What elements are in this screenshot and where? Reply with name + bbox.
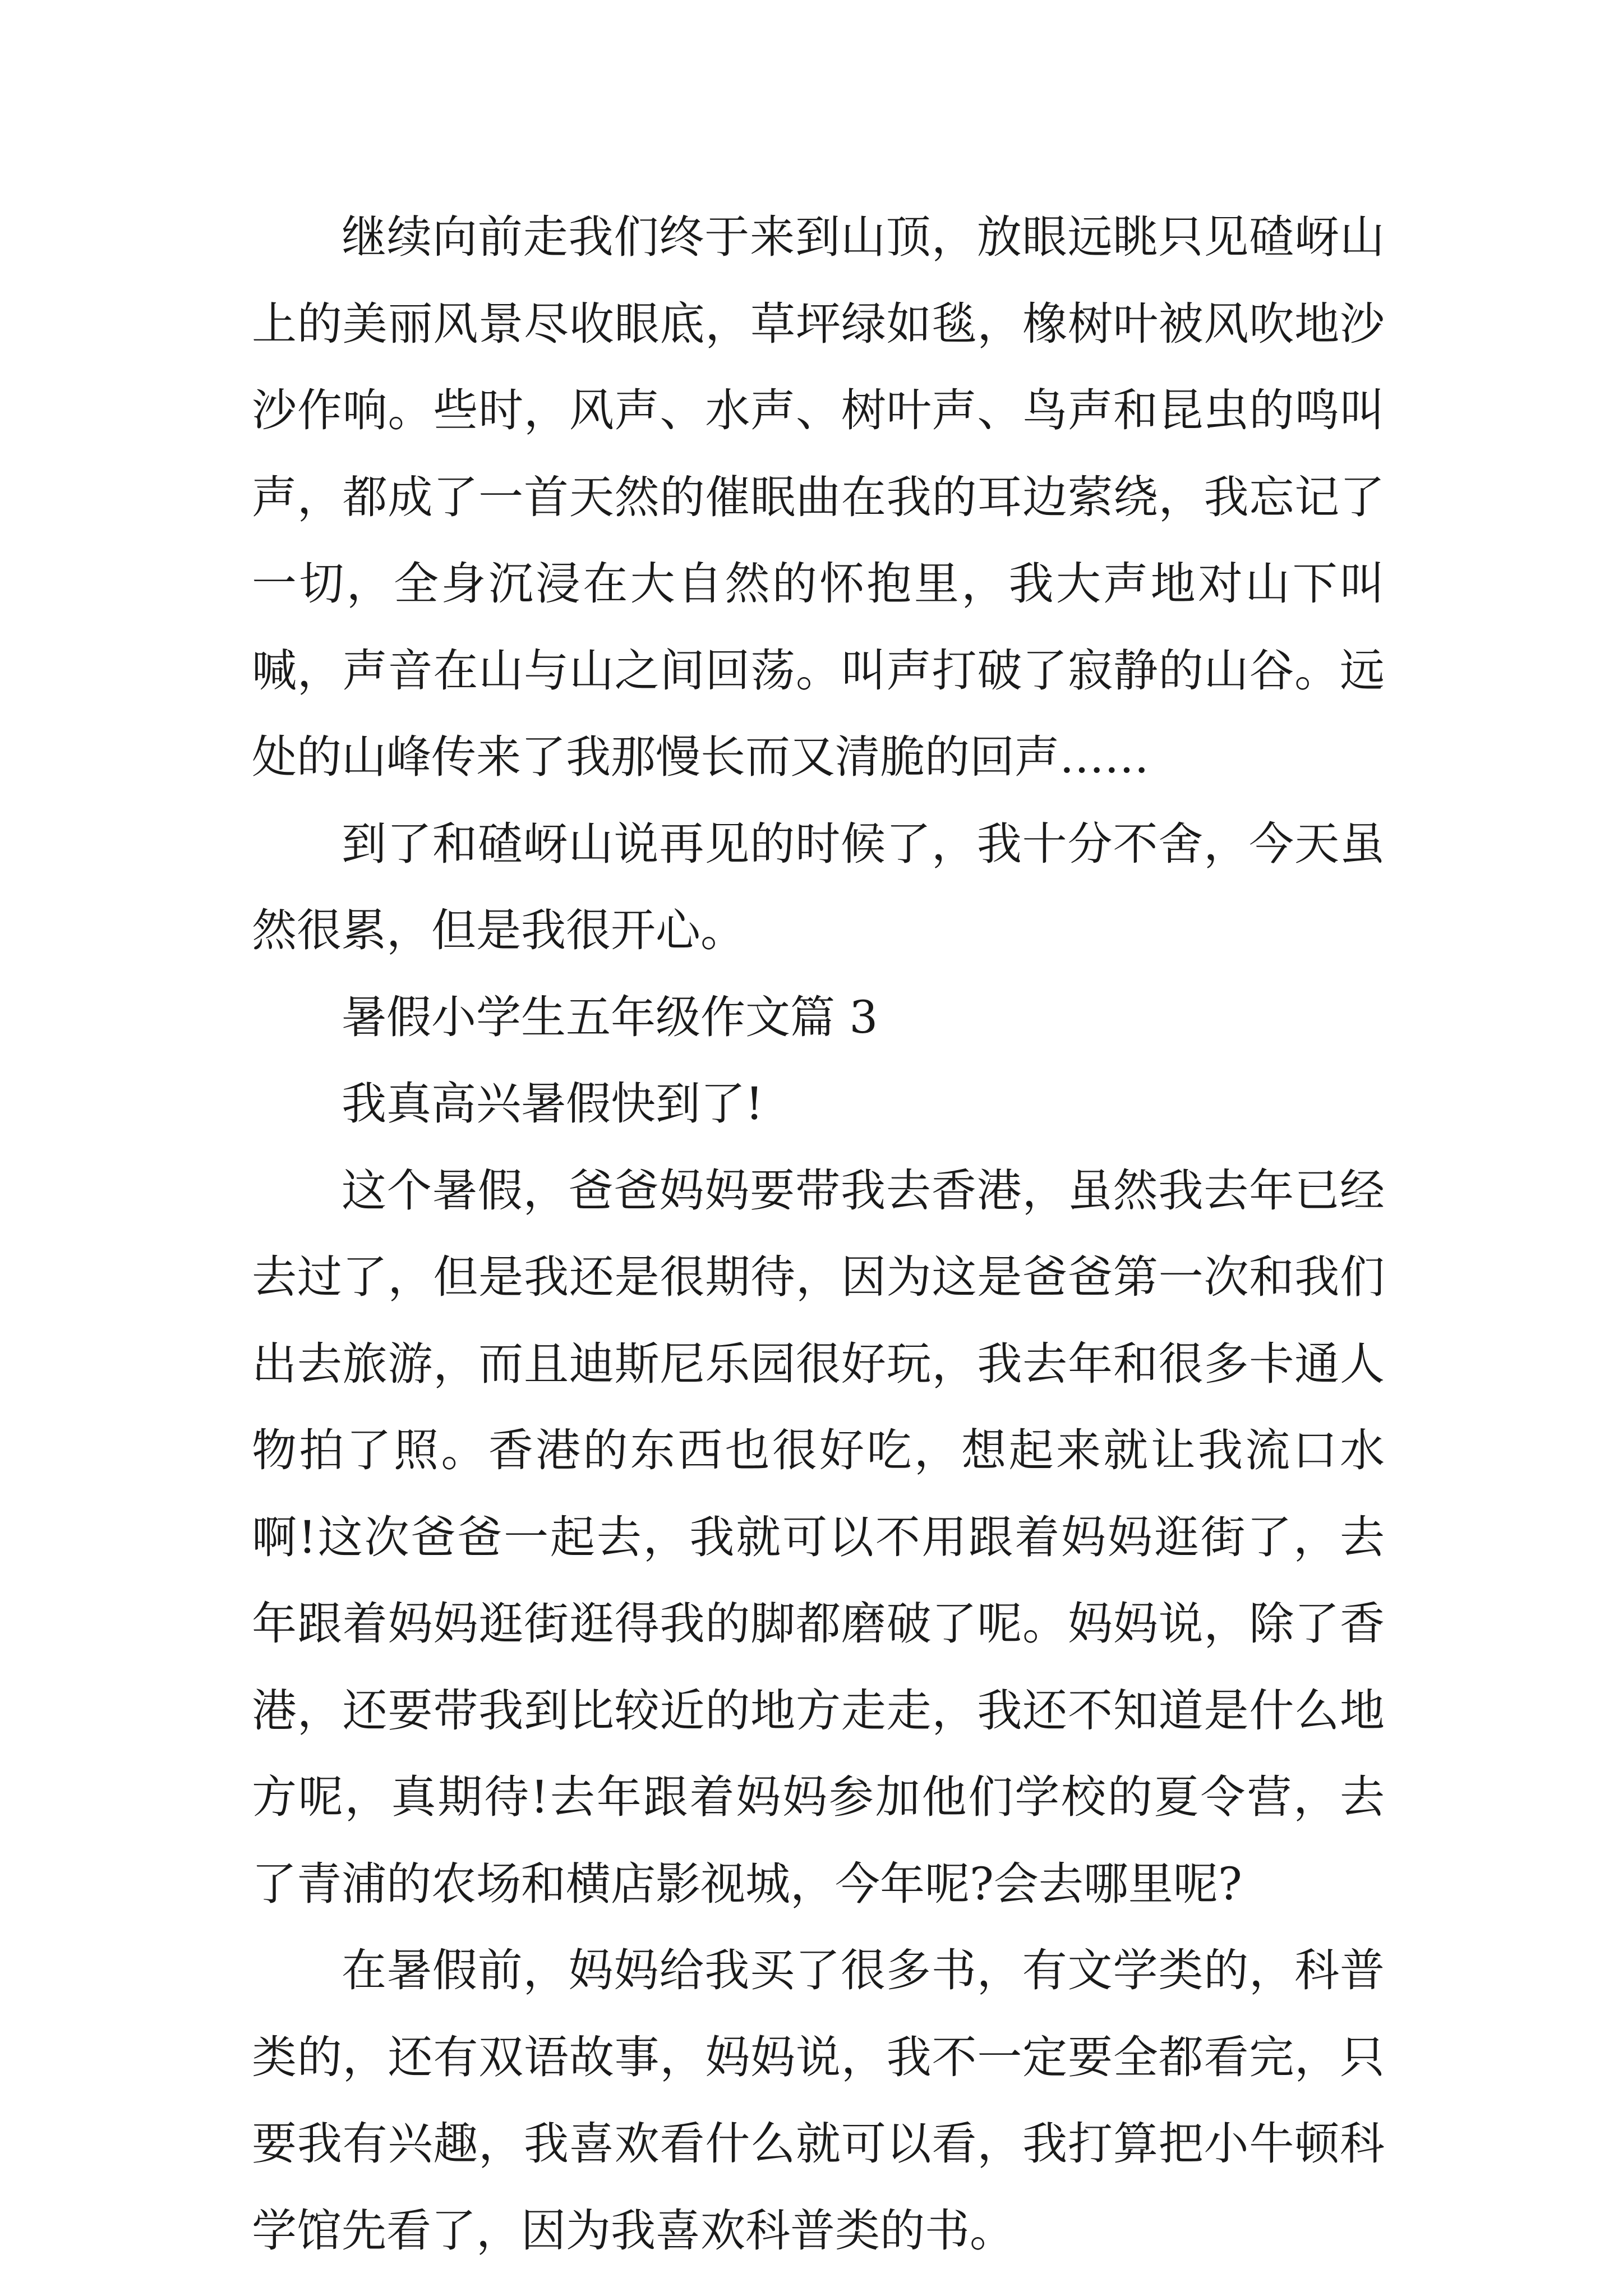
paragraph-books: 在暑假前，妈妈给我买了很多书，有文学类的，科普类的，还有双语故事，妈妈说，我不一定要全都看完，只要我有兴趣，我喜欢看什么就可以看，我打算把小牛顿科学馆先看了，因为我喜欢科普类的书。 bbox=[252, 1944, 1385, 2257]
paragraph-hongkong-trip: 这个暑假，爸爸妈妈要带我去香港，虽然我去年已经去过了，但是我还是很期待，因为这是爸爸第一次和我们出去旅游，而且迪斯尼乐园很好玩，我去年和很多卡通人物拍了照。香港的东西也很好吃，想起来就让我流口水啊!这次爸爸一起去，我就可以不用跟着妈妈逛街了，去年跟着妈妈逛街逛得我的脚都磨破了呢。妈妈说，除了香港，还要带我到比较近的地方走走，我还不知道是什么地方呢，真期待!去年跟着妈妈参加他们学校的夏令营，去了青浦的农场和横店影视城，今年呢?会去哪里呢? bbox=[252, 1164, 1385, 1910]
paragraph-farewell: 到了和碴岈山说再见的时候了，我十分不舍，今天虽然很累，但是我很开心。 bbox=[252, 817, 1385, 956]
essay-heading: 暑假小学生五年级作文篇 3 bbox=[342, 991, 878, 1043]
paragraph-intro: 我真高兴暑假快到了! bbox=[342, 1078, 764, 1130]
document-body bbox=[252, 194, 1385, 2274]
paragraph-summit-view: 继续向前走我们终于来到山顶，放眼远眺只见碴岈山上的美丽风景尽收眼底，草坪绿如毯，橡树叶被风吹地沙沙作响。些时，风声、水声、树叶声、鸟声和昆虫的鸣叫声，都成了一首天然的催眠曲在我的耳边萦绕，我忘记了一切，全身沉浸在大自然的怀抱里，我大声地对山下叫喊，声音在山与山之间回荡。叫声打破了寂静的山谷。远处的山峰传来了我那慢长而又清脆的回声…… bbox=[252, 211, 1385, 783]
